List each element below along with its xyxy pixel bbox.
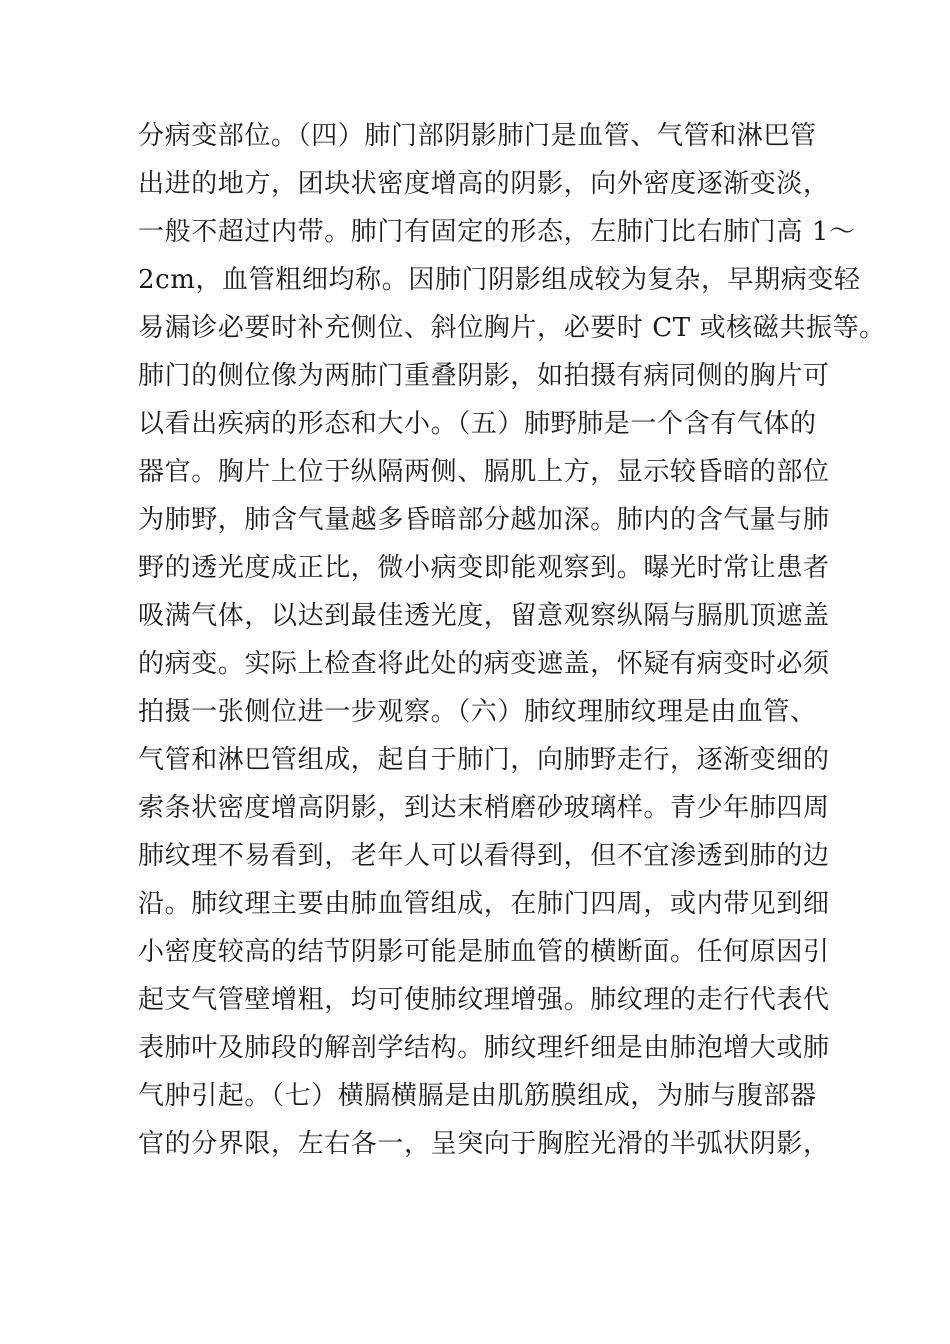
text-line: 索条状密度增高阴影，到达末梢磨砂玻璃样。青少年肺四周: [138, 793, 830, 823]
text-line: 沿。肺纹理主要由肺血管组成，在肺门四周，或内带见到细: [138, 889, 830, 919]
text-line: 野的透光度成正比，微小病变即能观察到。曝光时常让患者: [138, 553, 830, 583]
text-line: 表肺叶及肺段的解剖学结构。肺纹理纤细是由肺泡增大或肺: [138, 1033, 830, 1063]
text-line: 官的分界限，左右各一，呈突向于胸腔光滑的半弧状阴影，: [138, 1129, 830, 1159]
text-line: 起支气管壁增粗，均可使肺纹理增强。肺纹理的走行代表代: [138, 985, 830, 1015]
text-line: 一般不超过内带。肺门有固定的形态，左肺门比右肺门高 1～: [138, 217, 856, 247]
text-line: 出进的地方，团块状密度增高的阴影，向外密度逐渐变淡，: [138, 169, 830, 199]
text-line: 以看出疾病的形态和大小。（五）肺野肺是一个含有气体的: [138, 409, 817, 439]
text-line: 拍摄一张侧位进一步观察。（六）肺纹理肺纹理是由血管、: [138, 697, 817, 727]
text-line: 分病变部位。（四）肺门部阴影肺门是血管、气管和淋巴管: [138, 121, 817, 151]
text-line: 的病变。实际上检查将此处的病变遮盖，怀疑有病变时必须: [138, 649, 830, 679]
text-line: 易漏诊必要时补充侧位、斜位胸片，必要时 CT 或核磁共振等。: [138, 313, 886, 343]
text-line: 肺纹理不易看到，老年人可以看得到，但不宜渗透到肺的边: [138, 841, 830, 871]
text-line: 气肿引起。（七）横膈横膈是由肌筋膜组成，为肺与腹部器: [138, 1081, 817, 1111]
text-line: 为肺野，肺含气量越多昏暗部分越加深。肺内的含气量与肺: [138, 505, 830, 535]
text-line: 吸满气体，以达到最佳透光度，留意观察纵隔与膈肌顶遮盖: [138, 601, 830, 631]
body-text: [138, 112, 886, 1168]
text-line: 小密度较高的结节阴影可能是肺血管的横断面。任何原因引: [138, 937, 830, 967]
text-line: 2cm，血管粗细均称。因肺门阴影组成较为复杂，早期病变轻: [138, 265, 861, 295]
text-line: 器官。胸片上位于纵隔两侧、膈肌上方，显示较昏暗的部位: [138, 457, 830, 487]
text-line: 肺门的侧位像为两肺门重叠阴影，如拍摄有病同侧的胸片可: [138, 361, 830, 391]
text-line: 气管和淋巴管组成，起自于肺门，向肺野走行，逐渐变细的: [138, 745, 830, 775]
